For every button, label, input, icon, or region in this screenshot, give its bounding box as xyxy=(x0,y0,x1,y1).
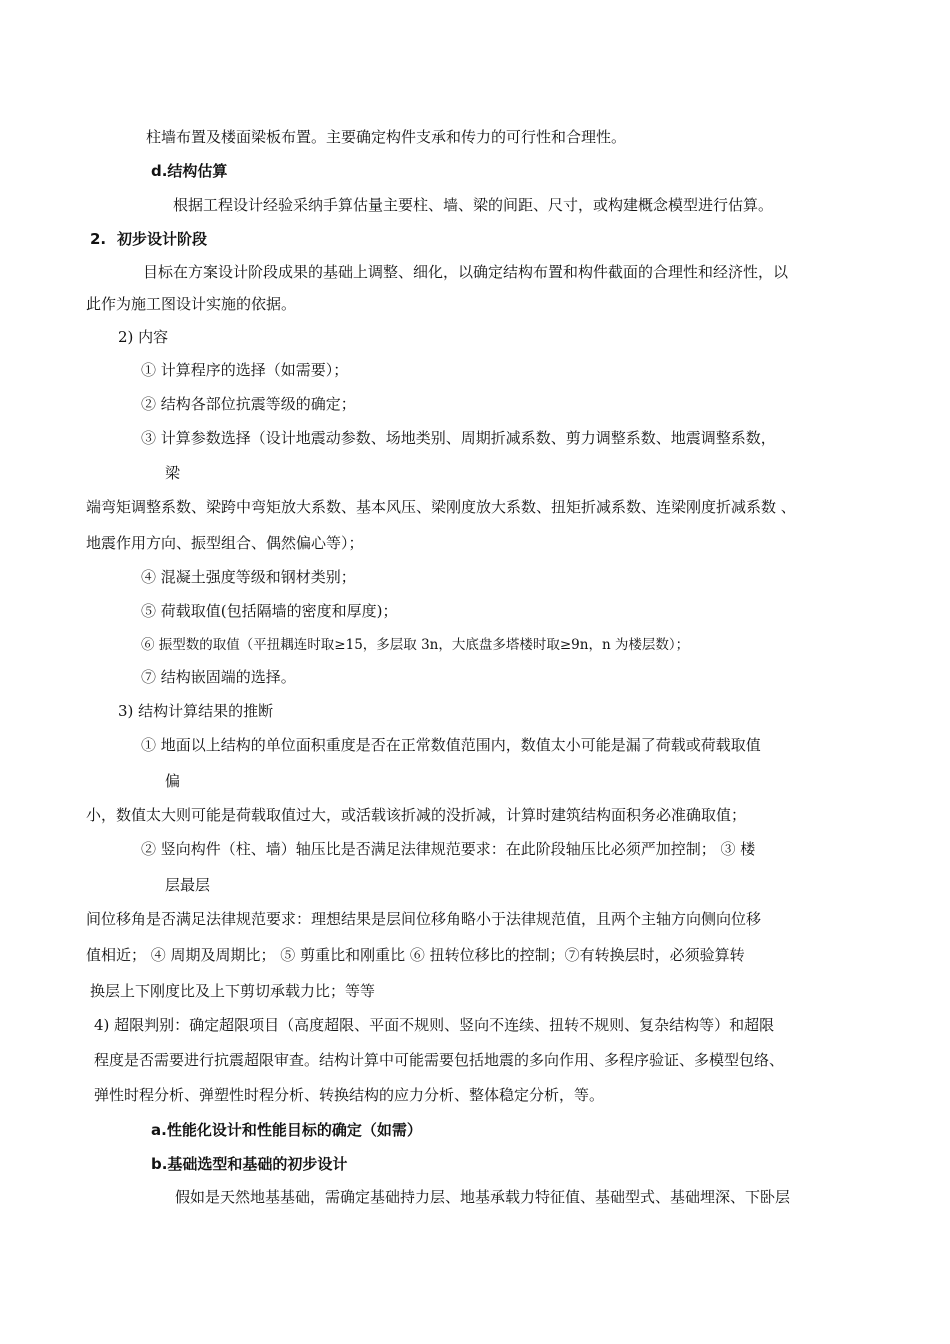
list-item-continuation: 偏 xyxy=(165,772,181,790)
section-number: 2. xyxy=(90,230,107,248)
list-item-continuation: 值相近； ④ 周期及周期比； ⑤ 剪重比和刚重比 ⑥ 扭转位移比的控制；⑦有转换层时，必须验算转 xyxy=(86,946,745,964)
list-item: ② 结构各部位抗震等级的确定； xyxy=(141,395,356,413)
list-item: ③ 计算参数选择（设计地震动参数、场地类别、周期折减系数、剪力调整系数、地震调整系数， xyxy=(141,429,776,447)
list-item: ⑤ 荷载取值(包括隔墙的密度和厚度)； xyxy=(141,602,398,620)
list-item: ⑥ 振型数的取值（平扭耦连时取≥15，多层取 3n，大底盘多塔楼时取≥9n，n 为楼层数）； xyxy=(141,637,690,653)
paragraph-line: 此作为施工图设计实施的依据。 xyxy=(86,295,297,313)
paragraph-line: 根据工程设计经验采纳手算估量主要柱、墙、梁的间距、尺寸，或构建概念模型进行估算。 xyxy=(173,196,774,214)
section-heading-a: a.性能化设计和性能目标的确定（如需） xyxy=(151,1121,422,1139)
subsection-heading: 4) 超限判别：确定超限项目（高度超限、平面不规则、竖向不连续、扭转不规则、复杂结构等）和超限 xyxy=(94,1016,775,1034)
paragraph-line: 目标在方案设计阶段成果的基础上调整、细化，以确定结构布置和构件截面的合理性和经济性，以 xyxy=(143,263,789,281)
list-item: ① 计算程序的选择（如需要）； xyxy=(141,361,349,379)
section-heading-2: 初步设计阶段 xyxy=(117,230,208,248)
list-item: ② 竖向构件（柱、墙）轴压比是否满足法律规范要求：在此阶段轴压比必须严加控制； ③ 楼 xyxy=(141,840,756,858)
subsection-heading: 3) 结构计算结果的推断 xyxy=(118,702,274,720)
list-item-continuation: 地震作用方向、振型组合、偶然偏心等）； xyxy=(86,534,364,552)
paragraph-line: 程度是否需要进行抗震超限审查。结构计算中可能需要包括地震的多向作用、多程序验证、多模型包络、 xyxy=(94,1051,785,1069)
list-item-continuation: 端弯矩调整系数、梁跨中弯矩放大系数、基本风压、梁刚度放大系数、扭矩折减系数、连梁刚度折减系数 、 xyxy=(86,498,796,516)
section-heading-b: b.基础选型和基础的初步设计 xyxy=(151,1155,348,1173)
list-item-continuation: 梁 xyxy=(165,464,181,482)
list-item: ① 地面以上结构的单位面积重度是否在正常数值范围内，数值太小可能是漏了荷载或荷载取值 xyxy=(141,736,761,754)
paragraph-line: 弹性时程分析、弹塑性时程分析、转换结构的应力分析、整体稳定分析，等。 xyxy=(94,1086,605,1104)
list-item-continuation: 层最层 xyxy=(165,876,211,894)
list-item: ⑦ 结构嵌固端的选择。 xyxy=(141,668,296,686)
subsection-heading: 2) 内容 xyxy=(118,328,169,346)
list-item-continuation: 间位移角是否满足法律规范要求：理想结果是层间位移角略小于法律规范值，且两个主轴方向侧向位移 xyxy=(86,910,762,928)
list-item-continuation: 换层上下刚度比及上下剪切承载力比；等等 xyxy=(90,982,376,1000)
paragraph-line: 假如是天然地基基础，需确定基础持力层、地基承载力特征值、基础型式、基础埋深、下卧层 xyxy=(175,1188,791,1206)
list-item: ④ 混凝土强度等级和钢材类别； xyxy=(141,568,356,586)
paragraph-line: 柱墙布置及楼面梁板布置。主要确定构件支承和传力的可行性和合理性。 xyxy=(146,128,627,146)
list-item-continuation: 小，数值太大则可能是荷载取值过大，或活载该折减的没折减，计算时建筑结构面积务必准确取值； xyxy=(86,806,747,824)
section-heading-d: d.结构估算 xyxy=(151,162,228,180)
